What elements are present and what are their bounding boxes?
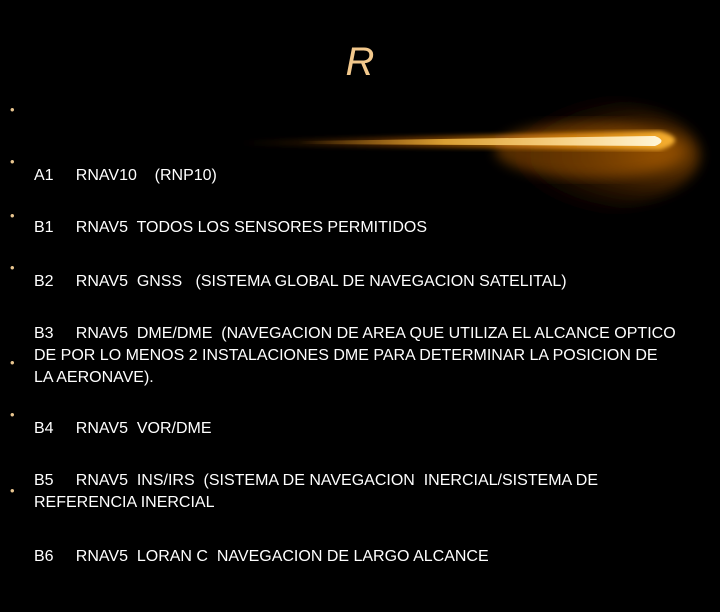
list-item bbox=[10, 480, 680, 612]
bullet-icon: • bbox=[10, 355, 15, 370]
list-item-text: B6 RNAV5 LORAN C NAVEGACION DE LARGO ALCANCE bbox=[34, 548, 489, 565]
bullet-icon: • bbox=[10, 260, 15, 275]
bullet-icon: • bbox=[10, 208, 15, 223]
slide-title: R bbox=[345, 40, 375, 84]
list-item-text: B3 RNAV5 DME/DME (NAVEGACION DE AREA QUE UTILIZA EL ALCANCE OPTICO DE POR LO MENOS 2 INSTALACIONES DME PARA DETERMINAR LA POSICION DE LA AERONAVE). bbox=[34, 325, 681, 386]
bullet-icon: • bbox=[10, 483, 15, 498]
bullet-icon: • bbox=[10, 102, 15, 117]
bullet-icon: • bbox=[10, 154, 15, 169]
list-item-text: B5 RNAV5 INS/IRS (SISTEMA DE NAVEGACION INERCIAL/SISTEMA DE REFERENCIA INERCIAL bbox=[34, 472, 603, 511]
bullet-icon: • bbox=[10, 407, 15, 422]
list-item-text: B1 RNAV5 TODOS LOS SENSORES PERMITIDOS bbox=[34, 219, 427, 236]
list-item-text: B4 RNAV5 VOR/DME bbox=[34, 420, 212, 437]
list-item-text: A1 RNAV10 (RNP10) bbox=[34, 167, 217, 184]
list-item-text: B2 RNAV5 GNSS (SISTEMA GLOBAL DE NAVEGACION SATELITAL) bbox=[34, 273, 567, 290]
